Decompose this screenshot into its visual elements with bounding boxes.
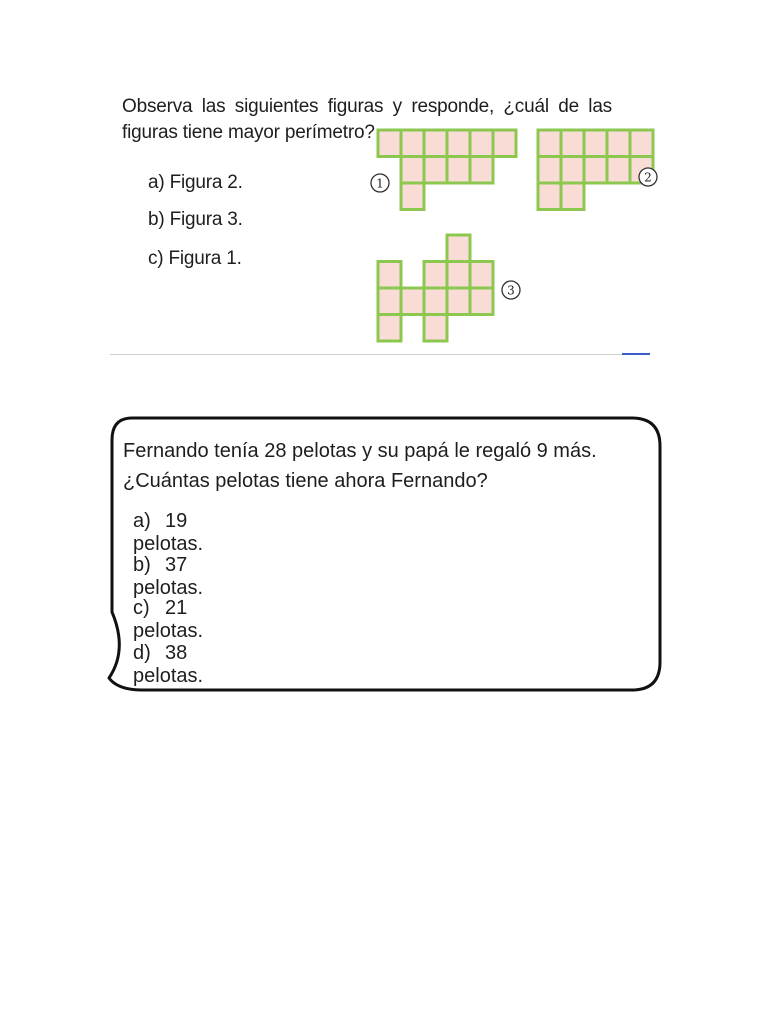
label-number: 3 <box>507 283 515 298</box>
question-2-option-d[interactable] <box>133 642 203 688</box>
option-text: 19 pelotas. <box>133 510 204 555</box>
question-1-line-1: Observa las siguientes figuras y responde, ¿cuál de las <box>122 96 612 117</box>
question-1-option-a[interactable]: a) Figura 2. <box>148 172 243 193</box>
option-letter: b) <box>133 554 151 576</box>
option-letter: c) <box>133 597 150 619</box>
option-text: 37 pelotas. <box>133 554 204 599</box>
question-2-line-2: ¿Cuántas pelotas tiene ahora Fernando? <box>123 470 488 492</box>
option-text: 21 pelotas. <box>133 597 204 642</box>
question-2-option-c[interactable] <box>133 597 203 643</box>
question-2-prompt <box>123 436 643 496</box>
question-2-line-1: Fernando tenía 28 pelotas y su papá le regaló 9 más. <box>123 440 597 462</box>
option-text: 38 pelotas. <box>133 642 204 687</box>
question-1-option-b[interactable]: b) Figura 3. <box>148 209 243 230</box>
option-letter: a) <box>133 510 151 532</box>
question-2-option-a[interactable] <box>133 510 203 556</box>
option-letter: d) <box>133 642 151 664</box>
question-2-option-b[interactable] <box>133 554 203 600</box>
question-1-option-c[interactable]: c) Figura 1. <box>148 248 242 269</box>
label-number: 2 <box>644 170 652 185</box>
label-number: 1 <box>376 176 384 191</box>
question-1-line-2: figuras tiene mayor perímetro? <box>122 122 375 143</box>
